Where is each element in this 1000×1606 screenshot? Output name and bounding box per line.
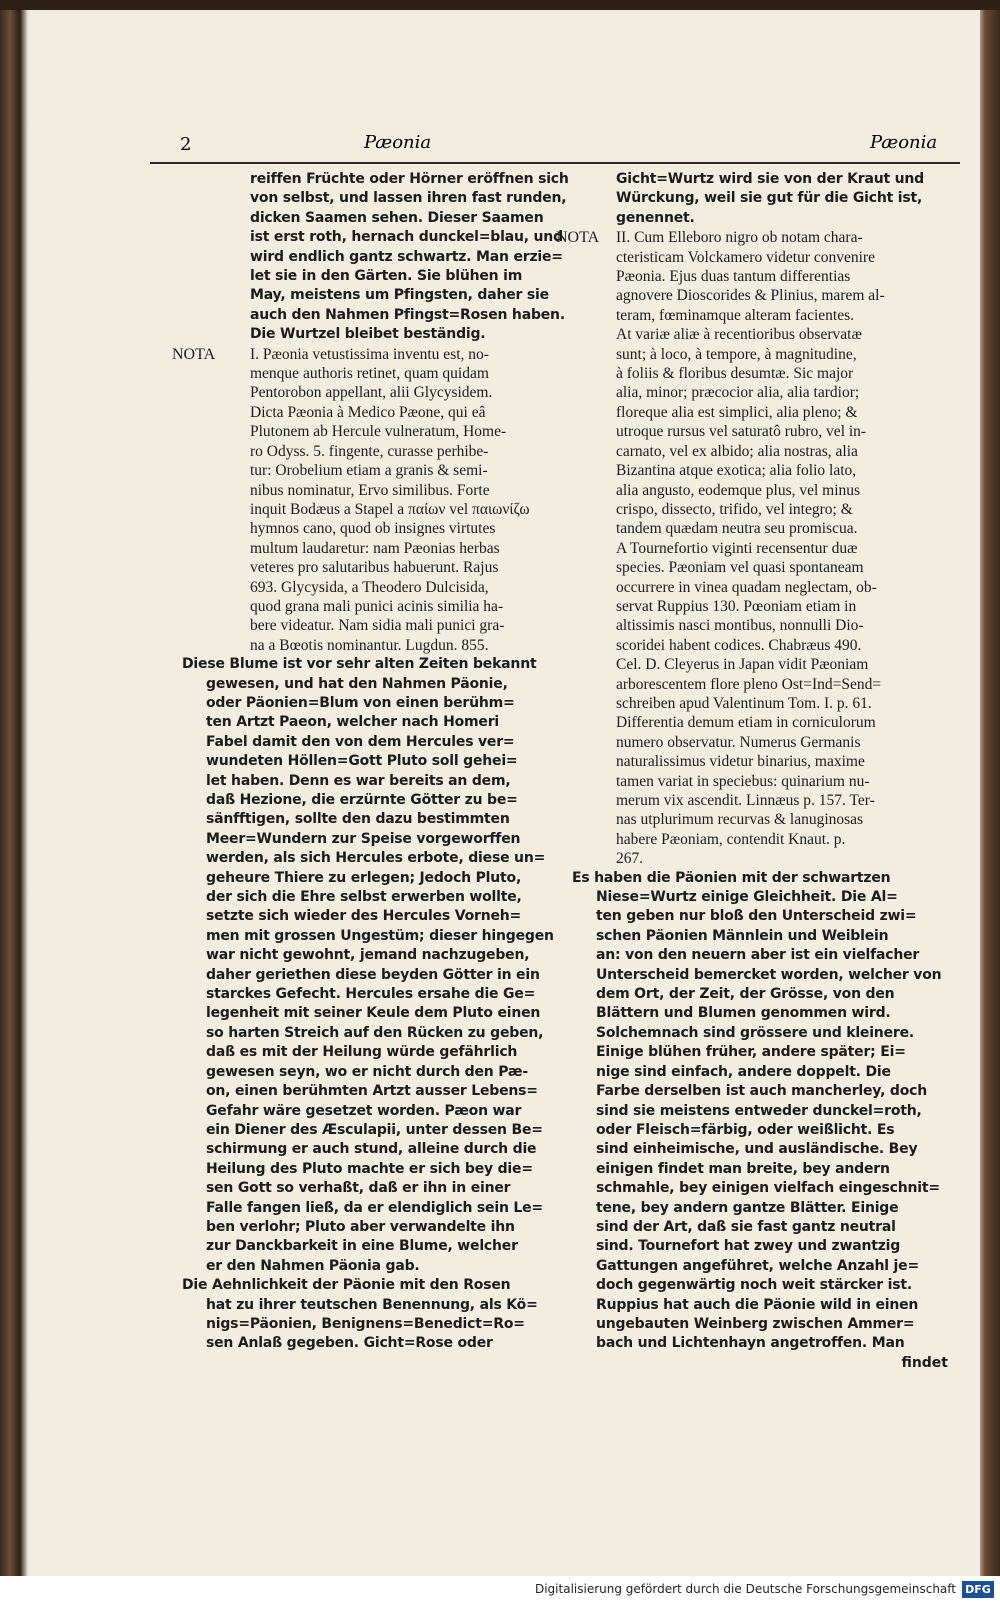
text-line: Blättern und Blumen genommen wird. [596, 1005, 891, 1022]
text-line: schmahle, bey einigen vielfach eingeschnit= [596, 1180, 940, 1197]
text-line: Die Wurtzel bleibet beständig. [250, 326, 486, 343]
text-line: Fabel damit den von dem Hercules ver= [206, 733, 515, 750]
text-line: an: von den neuern aber ist ein vielfacher [596, 947, 920, 964]
footer-credit: Digitalisierung gefördert durch die Deutsche Forschungsgemeinschaft [534, 1582, 956, 1596]
text-line: so harten Streich auf den Rücken zu geben, [206, 1024, 544, 1041]
text-line: setzte sich wieder des Hercules Vorneh= [206, 908, 522, 925]
text-line: sen Anlaß gegeben. Gicht=Rose oder [206, 1335, 493, 1352]
left-paragraph-2 [182, 655, 560, 1276]
text-line: crispo, dissecto, trifido, vel integro; & [616, 500, 853, 518]
text-line: schirmung er auch stund, alleine durch die [206, 1141, 537, 1158]
text-line: let haben. Denn es war bereits an dem, [206, 772, 511, 789]
text-line: Einige blühen früher, andere später; Ei= [596, 1044, 906, 1061]
text-line: reiffen Früchte oder Hörner eröffnen sich [250, 171, 569, 187]
text-line: dem Ort, der Zeit, der Grösse, von den [596, 986, 895, 1003]
text-line: wundeten Höllen=Gott Pluto soll gehei= [206, 753, 518, 770]
text-line: 267. [616, 850, 644, 868]
text-line: tamen variat in speciebus: quinarium nu- [616, 772, 870, 790]
text-line: A Tournefortio viginti recensentur duæ [616, 539, 858, 557]
text-line: sind sie meistens entweder dunckel=roth, [596, 1102, 922, 1119]
text-line: servat Ruppius 130. Pœoniam etiam in [616, 597, 857, 615]
text-line: Gattungen angeführet, welche Anzahl je= [596, 1257, 919, 1274]
left-column [172, 170, 569, 1354]
text-line: hat zu ihrer teutschen Benennung, als Kö= [206, 1296, 538, 1313]
text-line: altissimis nasci montibus, nonnulli Dio- [616, 617, 864, 635]
text-line: men mit grossen Ungestüm; dieser hingegen [206, 927, 554, 944]
text-line: menque authoris retinet, quam quidam [250, 365, 489, 383]
text-line: nigs=Päonien, Benignens=Benedict=Ro= [206, 1315, 525, 1332]
binding-edge-top [0, 0, 1000, 10]
text-line: gewesen seyn, wo er nicht durch den Pæ- [206, 1063, 528, 1080]
text-line: Falle fangen ließ, da er elendiglich sein Le= [206, 1199, 543, 1216]
text-line: ein Diener des Æsculapii, unter dessen Be= [206, 1121, 543, 1138]
text-line: bere videatur. Nam sidia mali punici gra- [250, 617, 505, 635]
text-line: sind einheimische, und ausländische. Bey [596, 1141, 918, 1158]
text-line: ist erst roth, hernach dunckel=blau, und [250, 229, 563, 246]
text-line: utroque rursus vel saturatô rubro, vel in- [616, 423, 867, 441]
text-line: er den Nahmen Päonia gab. [206, 1257, 420, 1274]
text-line: dicken Saamen sehen. Dieser Saamen [250, 209, 544, 226]
text-line: daher geriethen diese beyden Götter in ein [206, 966, 540, 983]
text-line: sunt; à loco, à tempore, à magnitudine, [616, 345, 857, 363]
text-line: à foliis & floribus desumtæ. Sic major [616, 365, 854, 383]
nota-2-label: NOTA [556, 229, 600, 247]
nota-1-label: NOTA [172, 345, 216, 363]
text-line: multum laudaretur: nam Pæonias herbas [250, 539, 500, 557]
text-line: war nicht gewohnt, jemand nachzugeben, [206, 947, 530, 964]
text-line: 693. Glycysida, a Theodero Dulcisida, [250, 578, 489, 596]
catchword: findet [901, 1354, 948, 1371]
text-line: Die Aehnlichkeit der Päonie mit den Rosen [182, 1277, 511, 1294]
right-paragraph-1 [566, 170, 952, 228]
text-line: geheure Thiere zu erlegen; Jedoch Pluto, [206, 869, 522, 886]
text-line: ten geben nur bloß den Unterscheid zwi= [596, 908, 917, 925]
text-line: numero observatur. Numerus Germanis [616, 733, 861, 751]
text-line: Es haben die Päonien mit der schwartzen [572, 869, 891, 886]
text-line: arborescentem flore pleno Ost=Ind=Send= [616, 675, 882, 693]
text-line: Gicht=Wurtz wird sie von der Kraut und [616, 171, 925, 187]
text-line: genennet. [616, 209, 695, 226]
text-line: floreque alia est simplici, alia pleno; & [616, 403, 858, 421]
folio-number: 2 [180, 134, 192, 155]
text-line: Unterscheid bemercket worden, welcher von [596, 966, 942, 983]
right-paragraph-2 [566, 869, 952, 1354]
text-line: Ruppius hat auch die Päonie wild in einen [596, 1296, 919, 1313]
text-line: zur Danckbarkeit in eine Blume, welcher [206, 1238, 518, 1255]
text-line: Dicta Pæonia à Medico Pæone, qui eâ [250, 403, 486, 421]
text-line: na a Bœotis nominantur. Lugdun. 855. [250, 636, 489, 654]
text-line: alia, minor; præcocior alia, alia tardior; [616, 384, 860, 402]
text-line: Solchemnach sind grössere und kleinere. [596, 1024, 914, 1041]
text-line: cteristicam Volckamero videtur convenire [616, 248, 875, 266]
text-line: merum vix ascendit. Linnæus p. 157. Ter- [616, 792, 875, 809]
text-line: Farbe derselben ist auch mancherley, doch [596, 1083, 928, 1100]
dfg-logo: DFG [962, 1581, 994, 1598]
text-line: scoridei habent codices. Chabræus 490. [616, 636, 862, 654]
text-line: nibus nominatur, Ervo similibus. Forte [250, 481, 490, 499]
text-line: At variæ aliæ à recentioribus observatæ [616, 326, 862, 344]
text-line: doch gegenwärtig noch weit stärcker ist. [596, 1277, 912, 1294]
text-line: Plutonem ab Hercule vulneratum, Home- [250, 423, 507, 441]
text-line: agnovere Dioscorides & Plinius, marem al- [616, 287, 885, 305]
text-line: bach und Lichtenhayn angetroffen. Man [596, 1335, 905, 1352]
text-line: species. Pæoniam vel quasi spontaneam [616, 559, 864, 577]
nota-1-text [250, 345, 560, 656]
text-line: schen Päonien Männlein und Weiblein [596, 927, 889, 944]
text-line: Differentia demum etiam in corniculorum [616, 714, 876, 732]
left-nota-1 [172, 345, 560, 656]
text-line: auch den Nahmen Pfingst=Rosen haben. [250, 306, 565, 323]
text-line: alia angusto, eodemque plus, vel minus [616, 481, 861, 499]
left-paragraph-1 [182, 170, 569, 345]
text-line: hymnos cano, quod ob insignes virtutes [250, 520, 496, 538]
text-line: sen Gott so verhaßt, daß er ihn in einer [206, 1180, 511, 1197]
left-paragraph-3 [182, 1276, 560, 1354]
page-header [150, 128, 960, 164]
text-line: ten Artzt Paeon, welcher nach Homeri [206, 714, 500, 731]
digitization-footer [0, 1576, 1000, 1606]
text-line: veteres pro salutaribus habuerunt. Rajus [250, 559, 499, 577]
text-line: werden, als sich Hercules erbote, diese un= [206, 850, 546, 867]
text-line: tur: Orobelium etiam a granis & semi- [250, 462, 488, 480]
text-line: Cel. D. Cleyerus in Japan vidit Pæoniam [616, 656, 869, 674]
text-line: Pæonia. Ejus duas tantum differentias [616, 268, 851, 286]
text-line: Pentorobon appellant, alii Glycysidem. [250, 384, 493, 402]
text-line: ben verlohr; Pluto aber verwandelte ihn [206, 1218, 515, 1235]
text-line: II. Cum Elleboro nigro ob notam chara- [616, 229, 863, 247]
text-line: sind der Art, daß sie fast gantz neutral [596, 1218, 896, 1235]
text-line: von selbst, und lassen ihren fast runden, [250, 190, 567, 207]
text-line: oder Päonien=Blum von einen berühm= [206, 694, 515, 711]
text-line: habere Pæoniam, contendit Knaut. p. [616, 830, 846, 848]
text-line: ungebauten Weinberg zwischen Ammer= [596, 1315, 915, 1332]
text-line: tandem quædam neutra seu promiscua. [616, 520, 858, 538]
text-line: daß es mit der Heilung würde gefährlich [206, 1044, 518, 1061]
text-line: nas utplurimum recurvas & lanuginosas [616, 811, 864, 829]
text-line: tene, bey andern gantze Blätter. Einige [596, 1199, 899, 1216]
text-line: Diese Blume ist vor sehr alten Zeiten bekannt [182, 656, 537, 673]
text-line: Heilung des Pluto machte er sich bey die= [206, 1160, 533, 1177]
text-line: ro Odyss. 5. fingente, curasse perhibe- [250, 442, 489, 460]
text-line: teram, fœminamque alteram facientes. [616, 306, 854, 324]
text-line: Bizantina atque exotica; alia folio lato, [616, 462, 857, 480]
text-line: Meer=Wundern zur Speise vorgeworffen [206, 830, 521, 847]
text-line: carnato, vel ex albido; alia nostras, alia [616, 442, 858, 460]
text-line: sind. Tournefort hat zwey und zwantzig [596, 1238, 901, 1255]
text-line: May, meistens um Pfingsten, daher sie [250, 287, 549, 304]
text-line: inquit Bodæus a Stapel a παίων vel παιωνίζω [250, 500, 530, 518]
nota-2-text [616, 228, 952, 868]
text-line: starckes Gefecht. Hercules ersahe die Ge= [206, 986, 536, 1003]
text-line: oder Fleisch=färbig, oder weißlicht. Es [596, 1121, 895, 1138]
text-line: I. Pæonia vetustissima inventu est, no- [250, 345, 489, 363]
text-line: wird endlich gantz schwartz. Man erzie= [250, 248, 563, 265]
text-line: legenheit mit seiner Keule dem Pluto einen [206, 1005, 541, 1022]
text-line: sänfftigen, sollte den dazu bestimmten [206, 811, 510, 828]
text-line: on, einen berühmten Artzt ausser Lebens= [206, 1083, 538, 1100]
text-line: nige sind einfach, andere doppelt. Die [596, 1063, 891, 1080]
text-line: let sie in den Gärten. Sie blühen im [250, 268, 523, 285]
text-line: Würckung, weil sie gut für die Gicht ist, [616, 190, 923, 207]
text-line: naturalissimus videtur binarius, maxime [616, 753, 865, 771]
text-line: einigen findet man breite, bey andern [596, 1160, 890, 1177]
running-head-left: Pæonia [364, 132, 432, 153]
text-line: gewesen, und hat den Nahmen Päonie, [206, 675, 508, 692]
right-nota-2 [556, 228, 952, 868]
text-line: daß Hezione, die erzürnte Götter zu be= [206, 792, 518, 808]
text-line: occurrere in vinea quadam neglectam, ob- [616, 578, 877, 596]
text-line: quod grana mali punici acinis similia ha- [250, 597, 504, 615]
running-head-right: Pæonia [870, 132, 938, 153]
text-line: Gefahr wäre gesetzet worden. Pæon war [206, 1102, 522, 1119]
text-line: der sich die Ehre selbst erwerben wollte, [206, 889, 522, 906]
right-column [556, 170, 952, 1374]
text-line: schreiben apud Valentinum Tom. I. p. 61. [616, 694, 872, 712]
text-line: Niese=Wurtz einige Gleichheit. Die Al= [596, 889, 898, 906]
